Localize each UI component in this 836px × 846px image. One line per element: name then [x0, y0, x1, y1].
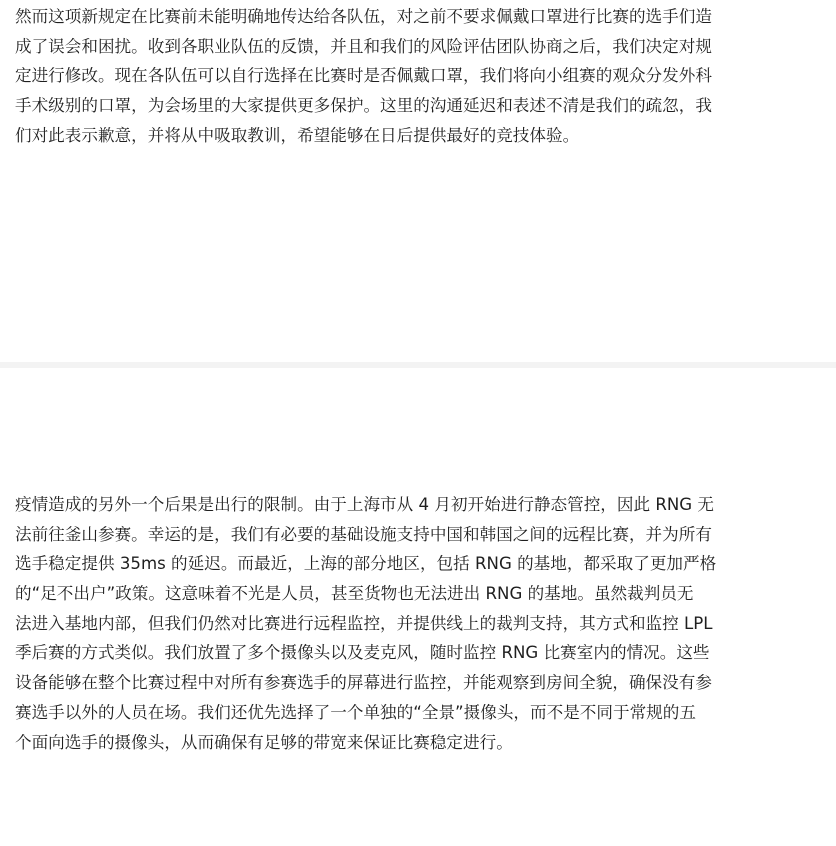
- paragraph-line: 的“足不出户”政策。这意味着不光是人员，甚至货物也无法进出 RNG 的基地。虽然裁判员无: [15, 584, 694, 604]
- paragraph-line: 疫情造成的另外一个后果是出行的限制。由于上海市从 4 月初开始进行静态管控，因此 RNG 无: [15, 495, 715, 514]
- article-section-bottom: [0, 368, 836, 846]
- paragraph-line: 设备能够在整个比赛过程中对所有参赛选手的屏幕进行监控，并能观察到房间全貌，确保没有参: [15, 673, 712, 693]
- article-paragraph-travel-restrictions: [15, 490, 716, 757]
- paragraph-line: 赛选手以外的人员在场。我们还优先选择了一个单独的“全景”摄像头，而不是不同于常规的五: [15, 702, 696, 722]
- article-paragraph-mask-policy: [15, 2, 712, 150]
- paragraph-line: 季后赛的方式类似。我们放置了多个摄像头以及麦克风，随时监控 RNG 比赛室内的情况。这些: [15, 643, 710, 663]
- paragraph-line: 定进行修改。现在各队伍可以自行选择在比赛时是否佩戴口罩，我们将向小组赛的观众分发外科: [15, 66, 712, 86]
- article-section-top: [0, 0, 836, 362]
- paragraph-line: 手术级别的口罩，为会场里的大家提供更多保护。这里的沟通延迟和表述不清是我们的疏忽，我: [15, 96, 712, 116]
- paragraph-line: 选手稳定提供 35ms 的延迟。而最近，上海的部分地区，包括 RNG 的基地，都采取了更加严格: [15, 554, 717, 574]
- paragraph-line: 法前往釜山参赛。幸运的是，我们有必要的基础设施支持中国和韩国之间的远程比赛，并为所有: [15, 524, 712, 544]
- paragraph-line: 们对此表示歉意，并将从中吸取教训，希望能够在日后提供最好的竞技体验。: [15, 125, 580, 145]
- paragraph-line: 然而这项新规定在比赛前未能明确地传达给各队伍，对之前不要求佩戴口罩进行比赛的选手们造: [15, 7, 712, 26]
- paragraph-line: 个面向选手的摄像头，从而确保有足够的带宽来保证比赛稳定进行。: [15, 732, 513, 752]
- paragraph-line: 成了误会和困扰。收到各职业队伍的反馈，并且和我们的风险评估团队协商之后，我们决定对规: [15, 36, 712, 56]
- paragraph-line: 法进入基地内部，但我们仍然对比赛进行远程监控，并提供线上的裁判支持，其方式和监控 LPL: [15, 613, 713, 633]
